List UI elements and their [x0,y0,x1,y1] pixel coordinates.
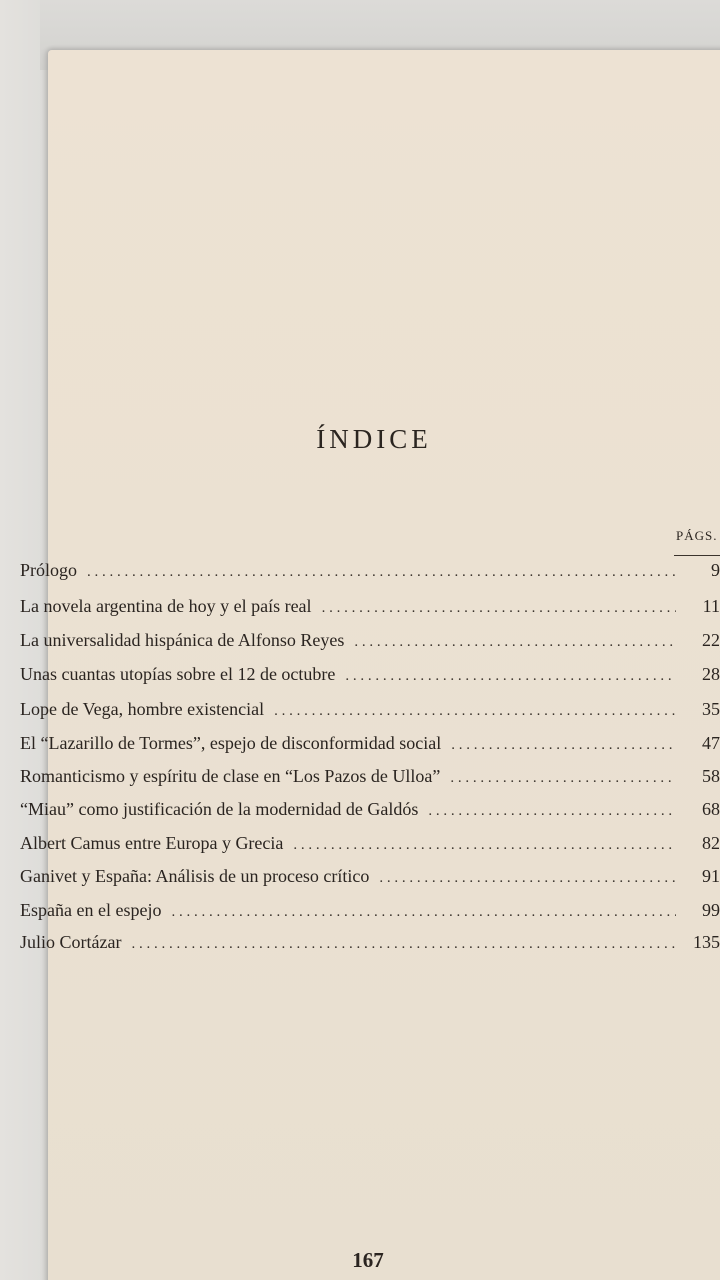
toc-entry-page: 11 [702,596,720,616]
toc-entry-title: Unas cuantas utopías sobre el 12 de octubre [20,664,336,684]
toc-entry-page: 47 [702,733,720,753]
toc-entry [20,866,720,892]
toc-entry-title: España en el espejo [20,900,162,920]
dot-leader [87,564,676,581]
toc-entry-title: Lope de Vega, hombre existencial [20,699,265,719]
toc-entry-title: Prólogo [20,560,78,580]
toc-entry-page: 9 [711,560,720,580]
toc-entry-title: La novela argentina de hoy y el país real [20,596,312,616]
toc-entry-page: 91 [702,866,720,886]
toc-entry [20,900,720,926]
dot-leader [428,803,676,820]
toc-entry-page: 82 [702,833,720,853]
toc-entry [20,799,720,825]
toc-entry-page: 22 [702,630,720,650]
dot-leader [131,936,676,953]
dot-leader [322,600,676,617]
toc-entry [20,664,720,690]
dot-leader [379,870,676,887]
toc-entry [20,699,720,725]
toc-entry [20,596,720,622]
dot-leader [171,904,676,921]
toc-entry-title: Ganivet y España: Análisis de un proceso crítico [20,866,370,886]
toc-entry [20,560,720,586]
toc-entry [20,733,720,759]
pages-column-label: PÁGS. [676,528,718,543]
toc-entry [20,833,720,859]
toc-entry-title: “Miau” como justificación de la modernidad de Galdós [20,799,419,819]
toc-entry [20,766,720,792]
toc-entry-title: La universalidad hispánica de Alfonso Reyes [20,630,345,650]
dot-leader [293,837,676,854]
toc-entry-title: Julio Cortázar [20,932,122,952]
toc-entry-page: 35 [702,699,720,719]
toc-entry-title: Albert Camus entre Europa y Grecia [20,833,284,853]
dot-leader [450,770,676,787]
toc-entry-page: 68 [702,799,720,819]
toc-entry [20,630,720,656]
toc-entry-title: El “Lazarillo de Tormes”, espejo de disconformidad social [20,733,442,753]
dot-leader [274,703,676,720]
toc-entry-page: 28 [702,664,720,684]
toc-entry [20,932,720,958]
dot-leader [354,634,676,651]
toc-entry-page: 99 [702,900,720,920]
page-number: 167 [352,1248,384,1272]
dot-leader [451,737,676,754]
dot-leader [345,668,676,685]
toc-entry-title: Romanticismo y espíritu de clase en “Los Pazos de Ulloa” [20,766,441,786]
toc-entry-page: 135 [693,932,720,952]
page-title: ÍNDICE [316,424,432,454]
toc-entry-page: 58 [702,766,720,786]
